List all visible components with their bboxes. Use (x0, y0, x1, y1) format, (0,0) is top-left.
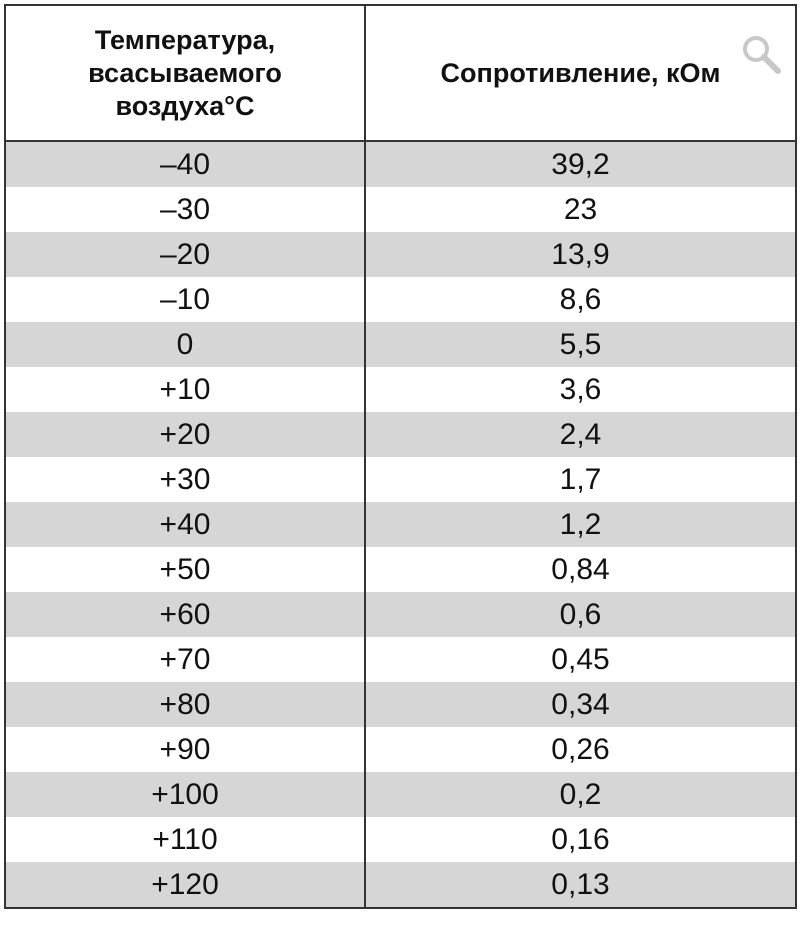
header-temperature-line-1: Температура, (94, 24, 276, 55)
table-row (5, 277, 796, 322)
temperature-cell: –30 (5, 187, 365, 232)
temperature-cell: +40 (5, 502, 365, 547)
header-resistance (365, 5, 796, 141)
table-row (5, 772, 796, 817)
table-row (5, 187, 796, 232)
table-row (5, 367, 796, 412)
temperature-cell: +120 (5, 862, 365, 908)
header-temperature-line-2: всасываемого (88, 57, 282, 88)
resistance-cell: 39,2 (365, 141, 796, 187)
header-temperature-line-3: воздуха°С (115, 90, 255, 121)
temperature-resistance-table (4, 4, 797, 909)
resistance-cell: 0,2 (365, 772, 796, 817)
header-temperature (5, 5, 365, 141)
temperature-cell: +50 (5, 547, 365, 592)
table-body (5, 141, 796, 908)
resistance-cell: 8,6 (365, 277, 796, 322)
resistance-cell: 1,7 (365, 457, 796, 502)
header-row (5, 5, 796, 141)
temperature-cell: –10 (5, 277, 365, 322)
temperature-cell: –20 (5, 232, 365, 277)
table-row (5, 817, 796, 862)
table-row (5, 502, 796, 547)
temperature-cell: +90 (5, 727, 365, 772)
resistance-cell: 0,34 (365, 682, 796, 727)
header-resistance-label: Сопротивление, кОм (440, 57, 721, 88)
table-row (5, 592, 796, 637)
resistance-cell: 23 (365, 187, 796, 232)
resistance-cell: 3,6 (365, 367, 796, 412)
resistance-cell: 0,13 (365, 862, 796, 908)
resistance-cell: 0,45 (365, 637, 796, 682)
temperature-cell: 0 (5, 322, 365, 367)
temperature-cell: +10 (5, 367, 365, 412)
temperature-cell: +70 (5, 637, 365, 682)
temperature-cell: +80 (5, 682, 365, 727)
table-row (5, 862, 796, 908)
resistance-cell: 13,9 (365, 232, 796, 277)
resistance-cell: 0,6 (365, 592, 796, 637)
magnifier-icon[interactable] (739, 32, 783, 76)
temperature-cell: –40 (5, 141, 365, 187)
table-row (5, 322, 796, 367)
table-row (5, 141, 796, 187)
temperature-cell: +100 (5, 772, 365, 817)
temperature-cell: +110 (5, 817, 365, 862)
table-row (5, 682, 796, 727)
resistance-cell: 0,26 (365, 727, 796, 772)
table-row (5, 232, 796, 277)
table-row (5, 412, 796, 457)
resistance-cell: 1,2 (365, 502, 796, 547)
table-row (5, 637, 796, 682)
temperature-cell: +20 (5, 412, 365, 457)
resistance-cell: 0,16 (365, 817, 796, 862)
resistance-cell: 5,5 (365, 322, 796, 367)
resistance-cell: 2,4 (365, 412, 796, 457)
resistance-cell: 0,84 (365, 547, 796, 592)
table-row (5, 727, 796, 772)
table-container (4, 4, 795, 932)
temperature-cell: +30 (5, 457, 365, 502)
temperature-cell: +60 (5, 592, 365, 637)
table-row (5, 547, 796, 592)
table-row (5, 457, 796, 502)
